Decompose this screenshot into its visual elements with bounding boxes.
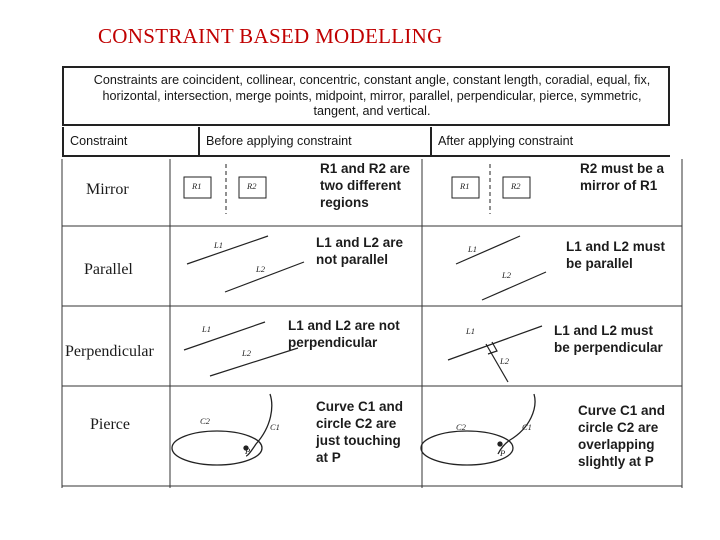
label-c2-after: C2 [456, 422, 466, 432]
note-mirror-before: R1 and R2 are two different regions [320, 161, 411, 210]
label-l2-parallel-after: L2 [502, 270, 511, 280]
intro-text: Constraints are coincident, collinear, concentric, constant angle, constant length, coradial, equal, fix, horizontal, intersection, merge points, midpoint, mirror, parallel, perpendicular, pierce, symmetric, tangent, and vertical. [62, 66, 670, 126]
label-l1-perp-after: L1 [466, 326, 475, 336]
label-c1-before: C1 [270, 422, 280, 432]
label-l1-parallel-after: L1 [468, 244, 477, 254]
label-p-before: P [245, 446, 251, 456]
label-l1-perp-before: L1 [202, 324, 211, 334]
header-before: Before applying constraint [200, 127, 432, 155]
label-c1-after: C1 [522, 422, 532, 432]
header-constraint: Constraint [62, 127, 200, 155]
pierce-after-drawing [421, 394, 535, 465]
row-name-pierce: Pierce [90, 416, 130, 433]
parallel-before-drawing [187, 236, 304, 292]
label-l1-parallel-before: L1 [214, 240, 223, 250]
slide-title: CONSTRAINT BASED MODELLING [98, 24, 443, 48]
row-name-perpendicular: Perpendicular [65, 343, 154, 360]
note-perpendicular-after: L1 and L2 must be perpendicular [554, 323, 663, 355]
header-after: After applying constraint [438, 134, 574, 148]
note-parallel-before: L1 and L2 are not parallel [316, 235, 404, 267]
label-l2-parallel-before: L2 [256, 264, 265, 274]
label-l2-perp-before: L2 [242, 348, 251, 358]
constraint-table-figure [60, 64, 686, 488]
note-perpendicular-before: L1 and L2 are not perpendicular [288, 318, 400, 350]
pierce-before-drawing [172, 394, 272, 465]
note-pierce-before: Curve C1 and circle C2 are just touching at P [316, 399, 404, 465]
note-parallel-after: L1 and L2 must be parallel [566, 239, 666, 271]
label-c2-before: C2 [200, 416, 210, 426]
label-r1: R1 [192, 181, 202, 191]
label-l2-perp-after: L2 [500, 356, 509, 366]
row-name-parallel: Parallel [84, 261, 133, 278]
label-p-after: P [500, 448, 506, 458]
perpendicular-after-drawing [448, 326, 542, 382]
label-r2-after: R2 [511, 181, 521, 191]
note-pierce-after: Curve C1 and circle C2 are overlapping slightly at P [578, 403, 666, 469]
row-name-mirror: Mirror [86, 181, 129, 198]
note-mirror-after: R2 must be a mirror of R1 [580, 161, 665, 193]
label-r2: R2 [247, 181, 257, 191]
label-r1-after: R1 [460, 181, 470, 191]
